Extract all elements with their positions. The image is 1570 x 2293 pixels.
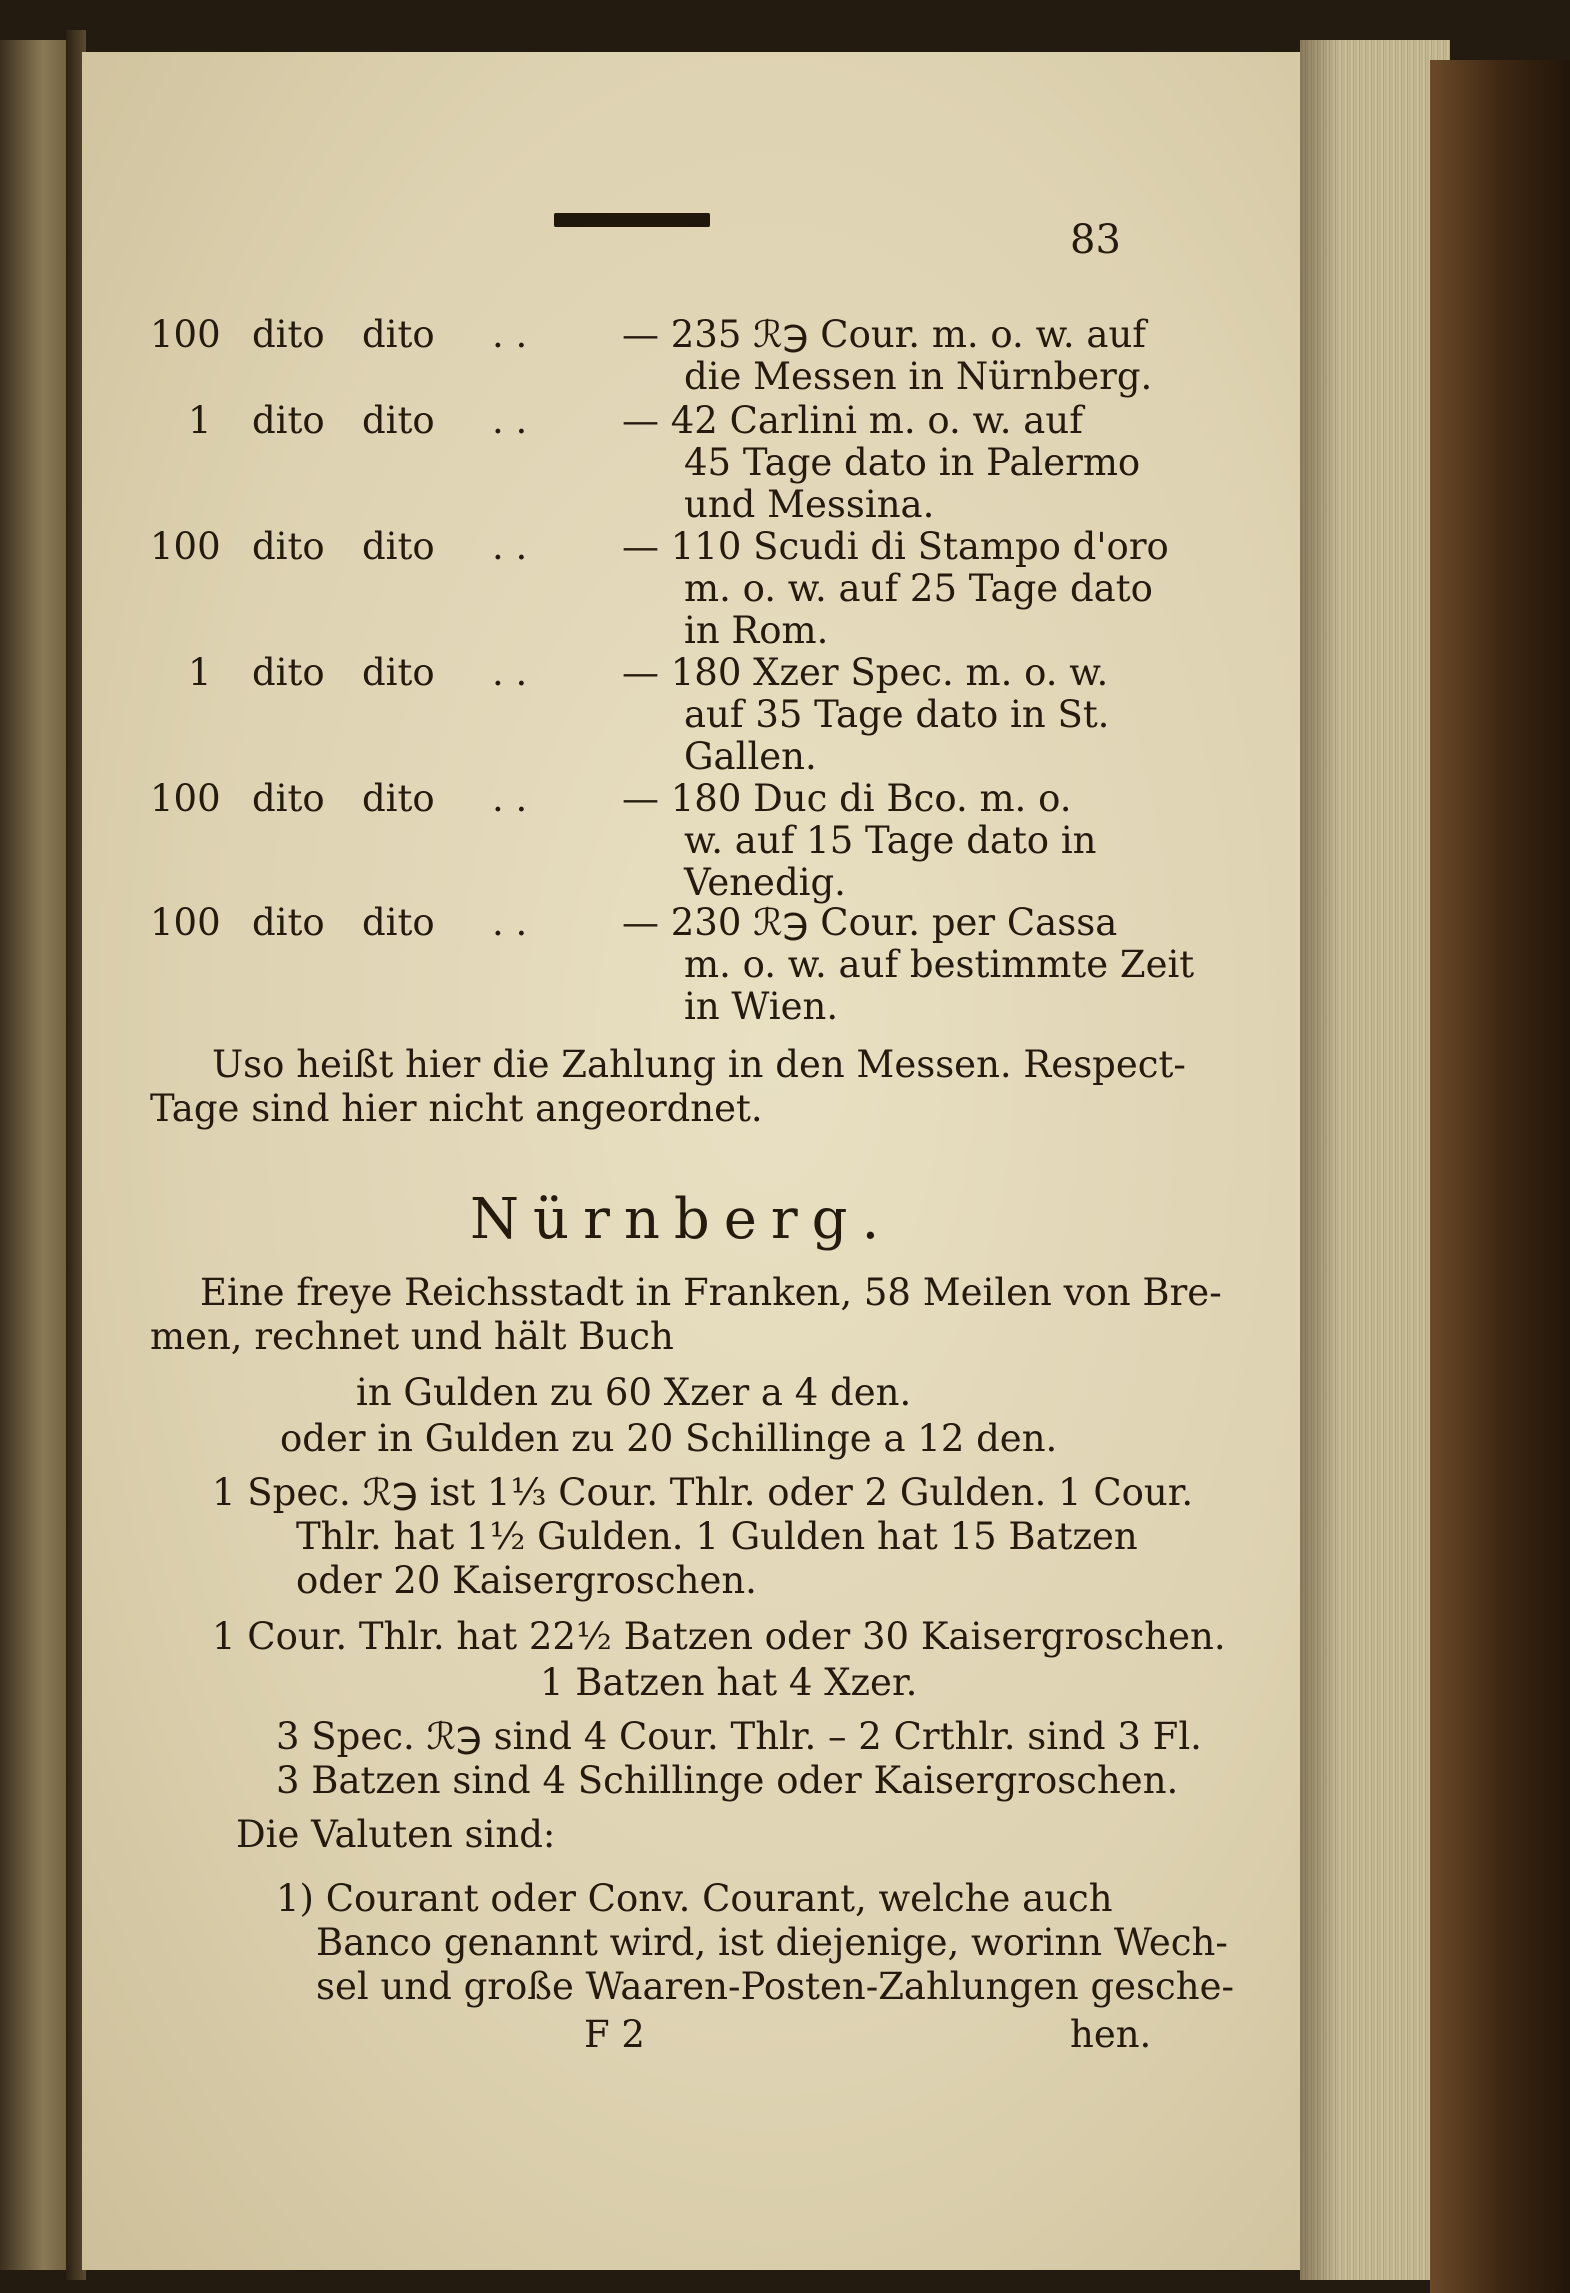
text-line: oder in Gulden zu 20 Schillinge a 12 den. bbox=[280, 1417, 1058, 1460]
row-rate-line: — 235 ℛ℈ Cour. m. o. w. auf bbox=[622, 313, 1146, 356]
row-rate-line: auf 35 Tage dato in St. bbox=[684, 693, 1110, 736]
row-leader-dots: . . bbox=[492, 525, 528, 568]
row-leader-dots: . . bbox=[492, 777, 528, 820]
row-rate-line: m. o. w. auf bestimmte Zeit bbox=[684, 943, 1195, 986]
row-quantity: 1 bbox=[188, 651, 212, 694]
section-heading: Nürnberg. bbox=[470, 1187, 894, 1252]
text-line: oder 20 Kaisergroschen. bbox=[296, 1559, 757, 1602]
row-quantity: 100 bbox=[150, 777, 221, 820]
book-cover-edge bbox=[1430, 60, 1570, 2293]
row-rate-line: die Messen in Nürnberg. bbox=[684, 355, 1153, 398]
catchword: hen. bbox=[1070, 2013, 1152, 2056]
row-rate-line: — 110 Scudi di Stampo d'oro bbox=[622, 525, 1169, 568]
row-rate-line: m. o. w. auf 25 Tage dato bbox=[684, 567, 1153, 610]
page-number: 83 bbox=[1070, 217, 1121, 263]
row-dito: dito bbox=[362, 777, 435, 820]
row-leader-dots: . . bbox=[492, 399, 528, 442]
text-line: in Gulden zu 60 Xzer a 4 den. bbox=[356, 1371, 912, 1414]
row-rate-line: 45 Tage dato in Palermo bbox=[684, 441, 1141, 484]
row-dito: dito bbox=[252, 313, 325, 356]
text-line: 1) Courant oder Conv. Courant, welche auch bbox=[276, 1877, 1113, 1920]
row-dito: dito bbox=[252, 901, 325, 944]
signature-mark: F 2 bbox=[584, 2013, 645, 2056]
valuten-line: Die Valuten sind: bbox=[236, 1813, 556, 1856]
page-shadow bbox=[1300, 40, 1340, 2280]
row-dito: dito bbox=[252, 525, 325, 568]
text-line: 3 Spec. ℛ℈ sind 4 Cour. Thlr. – 2 Crthlr. sind 3 Fl. bbox=[276, 1715, 1202, 1758]
text-line: Thlr. hat 1½ Gulden. 1 Gulden hat 15 Batzen bbox=[296, 1515, 1138, 1558]
row-dito: dito bbox=[362, 313, 435, 356]
row-quantity: 100 bbox=[150, 525, 221, 568]
row-dito: dito bbox=[252, 399, 325, 442]
row-quantity: 100 bbox=[150, 313, 221, 356]
text-line: Uso heißt hier die Zahlung in den Messen. Respect- bbox=[212, 1043, 1186, 1086]
row-rate-line: — 180 Xzer Spec. m. o. w. bbox=[622, 651, 1109, 694]
text-line: sel und große Waaren-Posten-Zahlungen gesche- bbox=[316, 1965, 1234, 2008]
text-line: Tage sind hier nicht angeordnet. bbox=[150, 1087, 763, 1130]
row-dito: dito bbox=[362, 901, 435, 944]
row-rate-line: Gallen. bbox=[684, 735, 817, 778]
header-rule bbox=[554, 213, 710, 227]
text-line: 3 Batzen sind 4 Schillinge oder Kaisergroschen. bbox=[276, 1759, 1179, 1802]
row-rate-line: w. auf 15 Tage dato in bbox=[684, 819, 1097, 862]
row-rate-line: und Messina. bbox=[684, 483, 935, 526]
row-leader-dots: . . bbox=[492, 901, 528, 944]
row-dito: dito bbox=[252, 651, 325, 694]
row-rate-line: in Rom. bbox=[684, 609, 829, 652]
row-leader-dots: . . bbox=[492, 651, 528, 694]
row-quantity: 100 bbox=[150, 901, 221, 944]
row-quantity: 1 bbox=[188, 399, 212, 442]
text-line: 1 Batzen hat 4 Xzer. bbox=[540, 1661, 918, 1704]
text-line: 1 Spec. ℛ℈ ist 1⅓ Cour. Thlr. oder 2 Gulden. 1 Cour. bbox=[212, 1471, 1194, 1514]
text-line: Eine freye Reichsstadt in Franken, 58 Meilen von Bre- bbox=[200, 1271, 1222, 1314]
row-dito: dito bbox=[362, 651, 435, 694]
row-dito: dito bbox=[362, 399, 435, 442]
text-line: Banco genannt wird, ist diejenige, worinn Wech- bbox=[316, 1921, 1228, 1964]
row-rate-line: — 230 ℛ℈ Cour. per Cassa bbox=[622, 901, 1118, 944]
row-rate-line: in Wien. bbox=[684, 985, 839, 1028]
row-rate-line: — 42 Carlini m. o. w. auf bbox=[622, 399, 1083, 442]
row-rate-line: — 180 Duc di Bco. m. o. bbox=[622, 777, 1072, 820]
row-leader-dots: . . bbox=[492, 313, 528, 356]
row-rate-line: Venedig. bbox=[684, 861, 846, 904]
row-dito: dito bbox=[252, 777, 325, 820]
text-line: men, rechnet und hält Buch bbox=[150, 1315, 674, 1358]
text-line: 1 Cour. Thlr. hat 22½ Batzen oder 30 Kaisergroschen. bbox=[212, 1615, 1226, 1658]
facing-page-edge bbox=[0, 40, 72, 2270]
row-dito: dito bbox=[362, 525, 435, 568]
